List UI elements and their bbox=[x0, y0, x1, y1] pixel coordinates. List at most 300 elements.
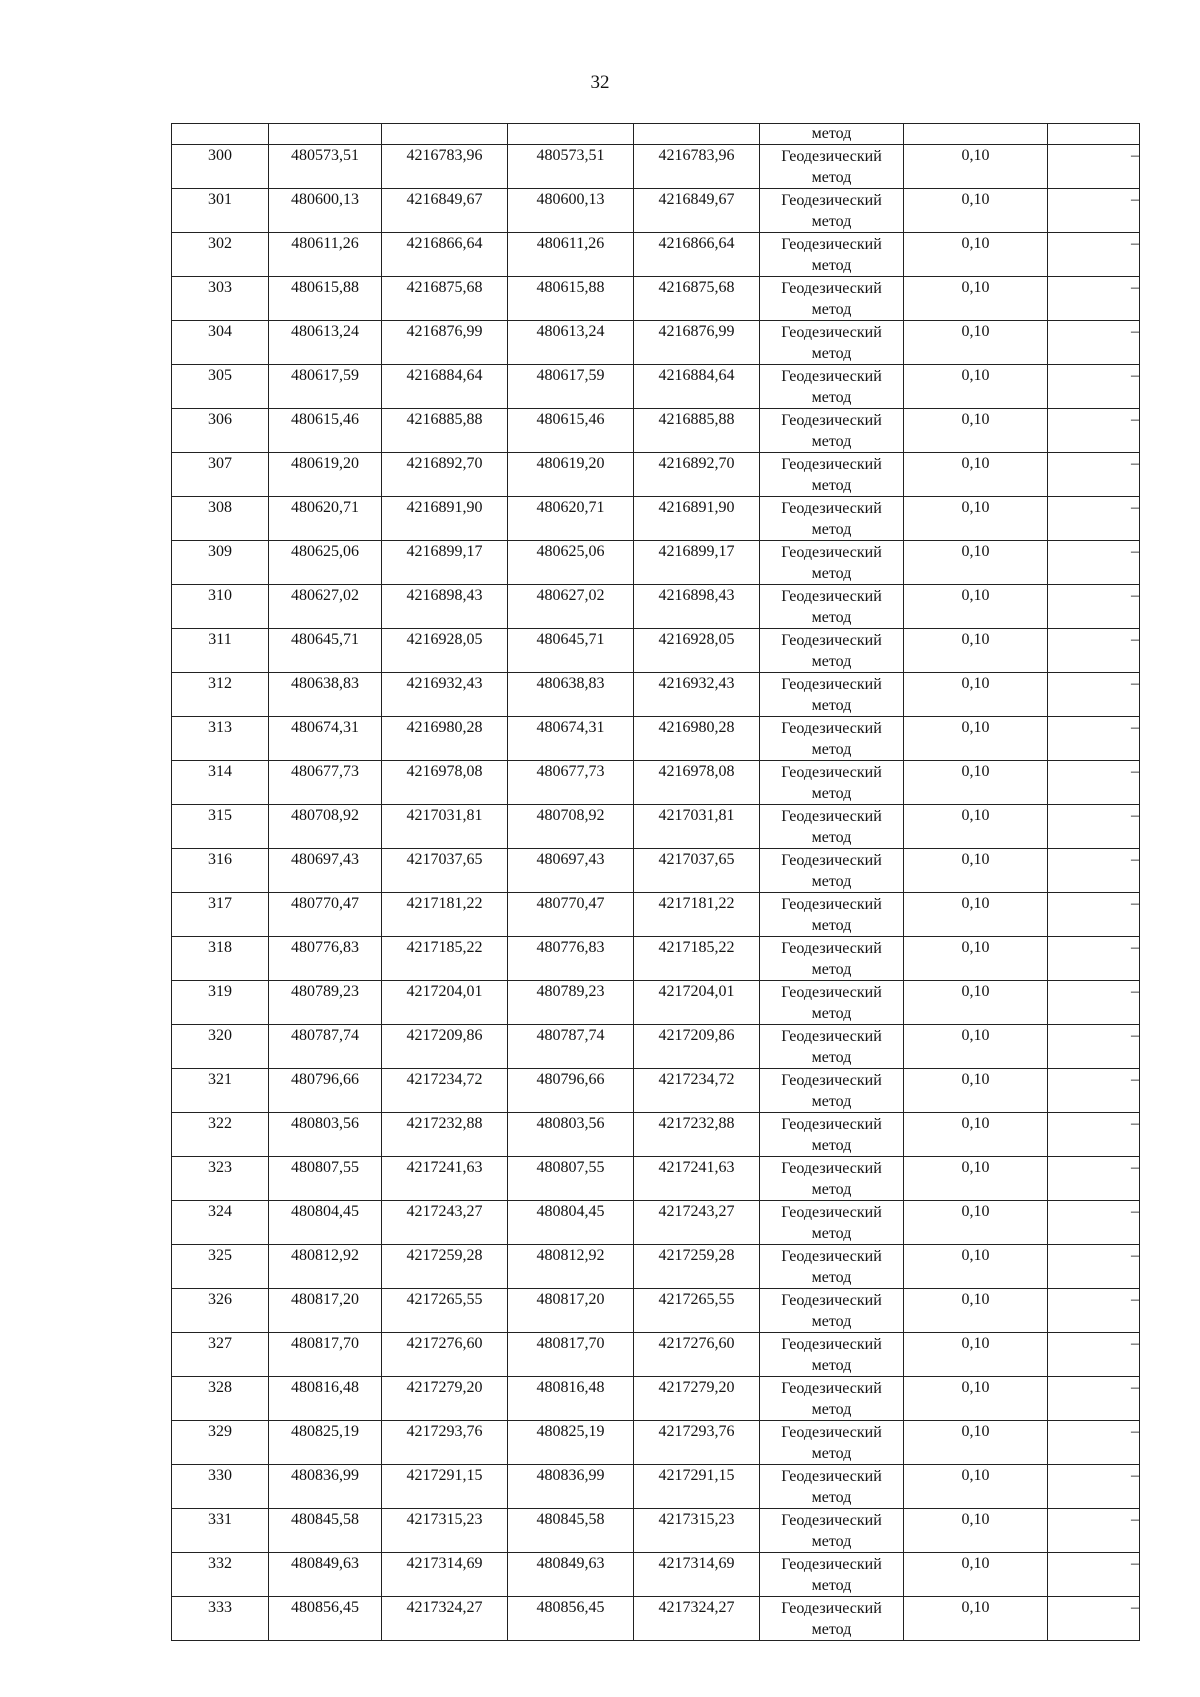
method-line-2: метод bbox=[811, 257, 852, 274]
table-row bbox=[172, 761, 1140, 805]
y-existing-cell: 4216884,64 bbox=[382, 365, 508, 409]
y-new-cell: 4217031,81 bbox=[634, 805, 760, 849]
y-existing-cell: 4217181,22 bbox=[382, 893, 508, 937]
method-line-1: Геодезический bbox=[781, 280, 882, 297]
method-cell bbox=[760, 673, 904, 717]
point-number-cell: 314 bbox=[172, 761, 269, 805]
x-existing-cell: 480817,20 bbox=[269, 1289, 382, 1333]
note-cell: – bbox=[1048, 717, 1140, 761]
method-line-1: Геодезический bbox=[781, 1424, 882, 1441]
method-line-1: Геодезический bbox=[781, 764, 882, 781]
accuracy-cell: 0,10 bbox=[904, 365, 1048, 409]
note-cell: – bbox=[1048, 453, 1140, 497]
y-existing-cell: 4217234,72 bbox=[382, 1069, 508, 1113]
note-cell: – bbox=[1048, 1157, 1140, 1201]
y-new-cell: 4217324,27 bbox=[634, 1597, 760, 1641]
method-line-2: метод bbox=[811, 477, 852, 494]
method-line-2: метод bbox=[811, 1269, 852, 1286]
table-row bbox=[172, 1289, 1140, 1333]
note-cell: – bbox=[1048, 409, 1140, 453]
point-number-cell: 305 bbox=[172, 365, 269, 409]
point-number-cell: 332 bbox=[172, 1553, 269, 1597]
method-cell bbox=[760, 1421, 904, 1465]
accuracy-cell: 0,10 bbox=[904, 497, 1048, 541]
accuracy-cell: 0,10 bbox=[904, 937, 1048, 981]
table-row bbox=[172, 1245, 1140, 1289]
x-existing-cell: 480807,55 bbox=[269, 1157, 382, 1201]
method-line-2: метод bbox=[811, 1577, 852, 1594]
accuracy-cell: 0,10 bbox=[904, 1333, 1048, 1377]
x-existing-cell: 480856,45 bbox=[269, 1597, 382, 1641]
y-existing-cell: 4217315,23 bbox=[382, 1509, 508, 1553]
accuracy-cell: 0,10 bbox=[904, 277, 1048, 321]
x-new-cell: 480600,13 bbox=[508, 189, 634, 233]
x-new-cell: 480849,63 bbox=[508, 1553, 634, 1597]
method-cell bbox=[760, 717, 904, 761]
method-line-1: Геодезический bbox=[781, 940, 882, 957]
y-existing-cell: 4217209,86 bbox=[382, 1025, 508, 1069]
x-existing-cell: 480803,56 bbox=[269, 1113, 382, 1157]
method-line-1: Геодезический bbox=[781, 1380, 882, 1397]
table-row bbox=[172, 717, 1140, 761]
method-cell bbox=[760, 629, 904, 673]
method-line-1: Геодезический bbox=[781, 1028, 882, 1045]
note-cell: – bbox=[1048, 1509, 1140, 1553]
accuracy-cell: 0,10 bbox=[904, 541, 1048, 585]
y-existing-cell: 4216891,90 bbox=[382, 497, 508, 541]
y-new-cell: 4216978,08 bbox=[634, 761, 760, 805]
accuracy-cell: 0,10 bbox=[904, 1289, 1048, 1333]
point-number-cell: 317 bbox=[172, 893, 269, 937]
table-row bbox=[172, 233, 1140, 277]
table-row bbox=[172, 497, 1140, 541]
y-new-cell: 4217293,76 bbox=[634, 1421, 760, 1465]
y-new-cell: 4216849,67 bbox=[634, 189, 760, 233]
y-new-cell: 4217241,63 bbox=[634, 1157, 760, 1201]
y-new-cell: 4217204,01 bbox=[634, 981, 760, 1025]
x-new-cell: 480817,20 bbox=[508, 1289, 634, 1333]
note-cell: – bbox=[1048, 1377, 1140, 1421]
method-cell bbox=[760, 365, 904, 409]
note-cell: – bbox=[1048, 145, 1140, 189]
method-cell bbox=[760, 1245, 904, 1289]
point-number-cell: 322 bbox=[172, 1113, 269, 1157]
accuracy-cell: 0,10 bbox=[904, 189, 1048, 233]
method-cell bbox=[760, 1201, 904, 1245]
y-new-cell: 4217291,15 bbox=[634, 1465, 760, 1509]
y-new-cell: 4217232,88 bbox=[634, 1113, 760, 1157]
point-number-cell: 319 bbox=[172, 981, 269, 1025]
table-row bbox=[172, 1333, 1140, 1377]
method-line-1: Геодезический bbox=[781, 676, 882, 693]
note-cell: – bbox=[1048, 1597, 1140, 1641]
x-existing-cell: 480615,46 bbox=[269, 409, 382, 453]
method-cell bbox=[760, 981, 904, 1025]
note-cell: – bbox=[1048, 1113, 1140, 1157]
accuracy-cell: 0,10 bbox=[904, 761, 1048, 805]
point-number-cell: 323 bbox=[172, 1157, 269, 1201]
x-existing-cell: 480825,19 bbox=[269, 1421, 382, 1465]
table-row bbox=[172, 981, 1140, 1025]
x-existing-cell: 480620,71 bbox=[269, 497, 382, 541]
method-line-2: метод bbox=[811, 1357, 852, 1374]
point-number-cell: 306 bbox=[172, 409, 269, 453]
y-new-cell: 4217279,20 bbox=[634, 1377, 760, 1421]
method-cell bbox=[760, 1333, 904, 1377]
method-line-1: Геодезический bbox=[781, 1468, 882, 1485]
accuracy-cell: 0,10 bbox=[904, 233, 1048, 277]
x-new-cell: 480625,06 bbox=[508, 541, 634, 585]
method-line-1: Геодезический bbox=[781, 1116, 882, 1133]
method-line-1: Геодезический bbox=[781, 544, 882, 561]
point-number-cell: 324 bbox=[172, 1201, 269, 1245]
method-line-2: метод bbox=[811, 301, 852, 318]
y-new-cell: 4216884,64 bbox=[634, 365, 760, 409]
x-new-cell: 480787,74 bbox=[508, 1025, 634, 1069]
y-new-cell: 4217315,23 bbox=[634, 1509, 760, 1553]
point-number-cell: 331 bbox=[172, 1509, 269, 1553]
x-new-cell: 480619,20 bbox=[508, 453, 634, 497]
method-line-1: Геодезический bbox=[781, 456, 882, 473]
y-new-cell: 4217181,22 bbox=[634, 893, 760, 937]
table-row bbox=[172, 365, 1140, 409]
y-existing-cell: 4217241,63 bbox=[382, 1157, 508, 1201]
method-cell bbox=[760, 189, 904, 233]
x-new-cell: 480796,66 bbox=[508, 1069, 634, 1113]
note-cell: – bbox=[1048, 937, 1140, 981]
page-number: 32 bbox=[590, 72, 610, 93]
table-row bbox=[172, 673, 1140, 717]
note-cell: – bbox=[1048, 233, 1140, 277]
x-existing-cell: 480645,71 bbox=[269, 629, 382, 673]
y-new-cell: 4216928,05 bbox=[634, 629, 760, 673]
y-existing-cell: 4216876,99 bbox=[382, 321, 508, 365]
y-new-cell: 4216891,90 bbox=[634, 497, 760, 541]
point-number-cell: 302 bbox=[172, 233, 269, 277]
accuracy-cell: 0,10 bbox=[904, 981, 1048, 1025]
method-line-2: метод bbox=[811, 1401, 852, 1418]
x-existing-cell: 480617,59 bbox=[269, 365, 382, 409]
method-line-2: метод bbox=[811, 1005, 852, 1022]
method-cell bbox=[760, 849, 904, 893]
method-line-1: Геодезический bbox=[781, 412, 882, 429]
method-cell bbox=[760, 1289, 904, 1333]
table-row bbox=[172, 805, 1140, 849]
y-existing-cell: 4216783,96 bbox=[382, 145, 508, 189]
accuracy-cell: 0,10 bbox=[904, 717, 1048, 761]
accuracy-cell: 0,10 bbox=[904, 1025, 1048, 1069]
method-line-2: метод bbox=[811, 1313, 852, 1330]
cell-empty bbox=[904, 124, 1048, 145]
table-row bbox=[172, 453, 1140, 497]
table-row bbox=[172, 1201, 1140, 1245]
x-existing-cell: 480845,58 bbox=[269, 1509, 382, 1553]
accuracy-cell: 0,10 bbox=[904, 453, 1048, 497]
method-line-1: Геодезический bbox=[781, 1556, 882, 1573]
y-existing-cell: 4216978,08 bbox=[382, 761, 508, 805]
y-existing-cell: 4216885,88 bbox=[382, 409, 508, 453]
table-row bbox=[172, 1113, 1140, 1157]
table-row bbox=[172, 1597, 1140, 1641]
table-row bbox=[172, 189, 1140, 233]
y-existing-cell: 4217293,76 bbox=[382, 1421, 508, 1465]
method-line-1: Геодезический bbox=[781, 1248, 882, 1265]
y-new-cell: 4216980,28 bbox=[634, 717, 760, 761]
x-new-cell: 480620,71 bbox=[508, 497, 634, 541]
note-cell: – bbox=[1048, 585, 1140, 629]
method-line-2: метод bbox=[811, 917, 852, 934]
method-cell bbox=[760, 541, 904, 585]
note-cell: – bbox=[1048, 673, 1140, 717]
method-line-1: Геодезический bbox=[781, 852, 882, 869]
note-cell: – bbox=[1048, 277, 1140, 321]
table-row bbox=[172, 145, 1140, 189]
x-existing-cell: 480573,51 bbox=[269, 145, 382, 189]
accuracy-cell: 0,10 bbox=[904, 1553, 1048, 1597]
x-existing-cell: 480611,26 bbox=[269, 233, 382, 277]
table-row bbox=[172, 1421, 1140, 1465]
method-line-2: метод bbox=[811, 565, 852, 582]
accuracy-cell: 0,10 bbox=[904, 1069, 1048, 1113]
method-line-1: Геодезический bbox=[781, 1204, 882, 1221]
table-body bbox=[172, 124, 1140, 1641]
method-line-2: метод bbox=[811, 873, 852, 890]
x-existing-cell: 480638,83 bbox=[269, 673, 382, 717]
x-new-cell: 480697,43 bbox=[508, 849, 634, 893]
x-existing-cell: 480600,13 bbox=[269, 189, 382, 233]
note-cell: – bbox=[1048, 497, 1140, 541]
x-existing-cell: 480796,66 bbox=[269, 1069, 382, 1113]
method-line-2: метод bbox=[811, 1049, 852, 1066]
y-existing-cell: 4217291,15 bbox=[382, 1465, 508, 1509]
y-new-cell: 4217314,69 bbox=[634, 1553, 760, 1597]
point-number-cell: 327 bbox=[172, 1333, 269, 1377]
method-line-2: метод bbox=[811, 213, 852, 230]
y-existing-cell: 4217279,20 bbox=[382, 1377, 508, 1421]
cell-empty bbox=[382, 124, 508, 145]
accuracy-cell: 0,10 bbox=[904, 1421, 1048, 1465]
y-new-cell: 4216875,68 bbox=[634, 277, 760, 321]
method-line-2: метод bbox=[811, 1621, 852, 1638]
accuracy-cell: 0,10 bbox=[904, 145, 1048, 189]
x-existing-cell: 480625,06 bbox=[269, 541, 382, 585]
x-new-cell: 480804,45 bbox=[508, 1201, 634, 1245]
x-existing-cell: 480817,70 bbox=[269, 1333, 382, 1377]
y-existing-cell: 4216932,43 bbox=[382, 673, 508, 717]
accuracy-cell: 0,10 bbox=[904, 585, 1048, 629]
table-row bbox=[172, 585, 1140, 629]
y-new-cell: 4217265,55 bbox=[634, 1289, 760, 1333]
x-new-cell: 480677,73 bbox=[508, 761, 634, 805]
table-row bbox=[172, 1509, 1140, 1553]
continuation-row bbox=[172, 124, 1140, 145]
method-line-2: метод bbox=[811, 609, 852, 626]
method-line-2: метод bbox=[811, 961, 852, 978]
x-new-cell: 480816,48 bbox=[508, 1377, 634, 1421]
y-existing-cell: 4217185,22 bbox=[382, 937, 508, 981]
y-new-cell: 4217276,60 bbox=[634, 1333, 760, 1377]
method-cell bbox=[760, 893, 904, 937]
x-new-cell: 480573,51 bbox=[508, 145, 634, 189]
point-number-cell: 301 bbox=[172, 189, 269, 233]
cell-empty bbox=[508, 124, 634, 145]
method-line-1: Геодезический bbox=[781, 588, 882, 605]
cell-empty bbox=[1048, 124, 1140, 145]
method-cell bbox=[760, 145, 904, 189]
method-cell bbox=[760, 1025, 904, 1069]
y-new-cell: 4217259,28 bbox=[634, 1245, 760, 1289]
method-line-2: метод bbox=[811, 697, 852, 714]
x-existing-cell: 480677,73 bbox=[269, 761, 382, 805]
table-row bbox=[172, 1465, 1140, 1509]
method-cell bbox=[760, 409, 904, 453]
point-number-cell: 304 bbox=[172, 321, 269, 365]
point-number-cell: 330 bbox=[172, 1465, 269, 1509]
table-row bbox=[172, 937, 1140, 981]
accuracy-cell: 0,10 bbox=[904, 805, 1048, 849]
method-line-1: Геодезический bbox=[781, 324, 882, 341]
note-cell: – bbox=[1048, 849, 1140, 893]
y-existing-cell: 4217243,27 bbox=[382, 1201, 508, 1245]
method-line-1: Геодезический bbox=[781, 1512, 882, 1529]
method-cell bbox=[760, 1509, 904, 1553]
method-line-2: метод bbox=[811, 1137, 852, 1154]
method-line-2: метод bbox=[811, 785, 852, 802]
method-line-1: Геодезический bbox=[781, 192, 882, 209]
cell-empty bbox=[172, 124, 269, 145]
note-cell: – bbox=[1048, 189, 1140, 233]
note-cell: – bbox=[1048, 805, 1140, 849]
note-cell: – bbox=[1048, 1421, 1140, 1465]
method-line-2: метод bbox=[811, 1533, 852, 1550]
method-line-2: метод bbox=[811, 1093, 852, 1110]
point-number-cell: 328 bbox=[172, 1377, 269, 1421]
method-cell bbox=[760, 1553, 904, 1597]
method-line-1: Геодезический bbox=[781, 1160, 882, 1177]
accuracy-cell: 0,10 bbox=[904, 1465, 1048, 1509]
y-new-cell: 4216783,96 bbox=[634, 145, 760, 189]
table-row bbox=[172, 321, 1140, 365]
method-line-2: метод bbox=[811, 433, 852, 450]
method-line-1: Геодезический bbox=[781, 368, 882, 385]
x-new-cell: 480825,19 bbox=[508, 1421, 634, 1465]
table-row bbox=[172, 409, 1140, 453]
accuracy-cell: 0,10 bbox=[904, 1597, 1048, 1641]
accuracy-cell: 0,10 bbox=[904, 1201, 1048, 1245]
y-new-cell: 4216876,99 bbox=[634, 321, 760, 365]
method-line-1: Геодезический bbox=[781, 632, 882, 649]
method-cell bbox=[760, 321, 904, 365]
method-continuation-cell: метод bbox=[760, 124, 904, 145]
y-new-cell: 4217234,72 bbox=[634, 1069, 760, 1113]
y-new-cell: 4216892,70 bbox=[634, 453, 760, 497]
point-number-cell: 308 bbox=[172, 497, 269, 541]
y-new-cell: 4217185,22 bbox=[634, 937, 760, 981]
y-existing-cell: 4216980,28 bbox=[382, 717, 508, 761]
note-cell: – bbox=[1048, 629, 1140, 673]
table-row bbox=[172, 1069, 1140, 1113]
x-new-cell: 480789,23 bbox=[508, 981, 634, 1025]
y-existing-cell: 4216875,68 bbox=[382, 277, 508, 321]
method-line-2: метод bbox=[811, 1181, 852, 1198]
x-existing-cell: 480770,47 bbox=[269, 893, 382, 937]
method-cell bbox=[760, 761, 904, 805]
x-existing-cell: 480613,24 bbox=[269, 321, 382, 365]
x-new-cell: 480770,47 bbox=[508, 893, 634, 937]
point-number-cell: 313 bbox=[172, 717, 269, 761]
x-existing-cell: 480836,99 bbox=[269, 1465, 382, 1509]
point-number-cell: 307 bbox=[172, 453, 269, 497]
method-cell bbox=[760, 1465, 904, 1509]
point-number-cell: 316 bbox=[172, 849, 269, 893]
method-cell bbox=[760, 937, 904, 981]
x-new-cell: 480615,46 bbox=[508, 409, 634, 453]
note-cell: – bbox=[1048, 541, 1140, 585]
method-cell bbox=[760, 497, 904, 541]
method-cell bbox=[760, 1069, 904, 1113]
method-line-1: Геодезический bbox=[781, 500, 882, 517]
point-number-cell: 310 bbox=[172, 585, 269, 629]
x-existing-cell: 480849,63 bbox=[269, 1553, 382, 1597]
accuracy-cell: 0,10 bbox=[904, 673, 1048, 717]
table-row bbox=[172, 629, 1140, 673]
method-line-2: метод bbox=[811, 653, 852, 670]
x-new-cell: 480627,02 bbox=[508, 585, 634, 629]
x-existing-cell: 480697,43 bbox=[269, 849, 382, 893]
accuracy-cell: 0,10 bbox=[904, 1509, 1048, 1553]
x-existing-cell: 480615,88 bbox=[269, 277, 382, 321]
x-new-cell: 480645,71 bbox=[508, 629, 634, 673]
y-existing-cell: 4217265,55 bbox=[382, 1289, 508, 1333]
x-new-cell: 480807,55 bbox=[508, 1157, 634, 1201]
x-new-cell: 480674,31 bbox=[508, 717, 634, 761]
method-line-2: метод bbox=[811, 829, 852, 846]
accuracy-cell: 0,10 bbox=[904, 893, 1048, 937]
note-cell: – bbox=[1048, 1333, 1140, 1377]
accuracy-cell: 0,10 bbox=[904, 849, 1048, 893]
note-cell: – bbox=[1048, 1289, 1140, 1333]
x-new-cell: 480638,83 bbox=[508, 673, 634, 717]
x-new-cell: 480812,92 bbox=[508, 1245, 634, 1289]
y-new-cell: 4217037,65 bbox=[634, 849, 760, 893]
y-existing-cell: 4217276,60 bbox=[382, 1333, 508, 1377]
method-line-2: метод bbox=[811, 1489, 852, 1506]
note-cell: – bbox=[1048, 1069, 1140, 1113]
table-row bbox=[172, 893, 1140, 937]
y-existing-cell: 4217314,69 bbox=[382, 1553, 508, 1597]
x-existing-cell: 480787,74 bbox=[269, 1025, 382, 1069]
method-line-2: метод bbox=[811, 1225, 852, 1242]
accuracy-cell: 0,10 bbox=[904, 629, 1048, 673]
x-existing-cell: 480776,83 bbox=[269, 937, 382, 981]
accuracy-cell: 0,10 bbox=[904, 1113, 1048, 1157]
note-cell: – bbox=[1048, 1245, 1140, 1289]
x-existing-cell: 480804,45 bbox=[269, 1201, 382, 1245]
y-existing-cell: 4217037,65 bbox=[382, 849, 508, 893]
point-number-cell: 303 bbox=[172, 277, 269, 321]
y-new-cell: 4216898,43 bbox=[634, 585, 760, 629]
x-new-cell: 480615,88 bbox=[508, 277, 634, 321]
method-line-2: метод bbox=[811, 389, 852, 406]
method-line-1: Геодезический bbox=[781, 236, 882, 253]
method-cell bbox=[760, 805, 904, 849]
point-number-cell: 326 bbox=[172, 1289, 269, 1333]
table-row bbox=[172, 1553, 1140, 1597]
x-new-cell: 480613,24 bbox=[508, 321, 634, 365]
x-existing-cell: 480789,23 bbox=[269, 981, 382, 1025]
method-line-1: Геодезический bbox=[781, 984, 882, 1001]
method-line-2: метод bbox=[811, 345, 852, 362]
